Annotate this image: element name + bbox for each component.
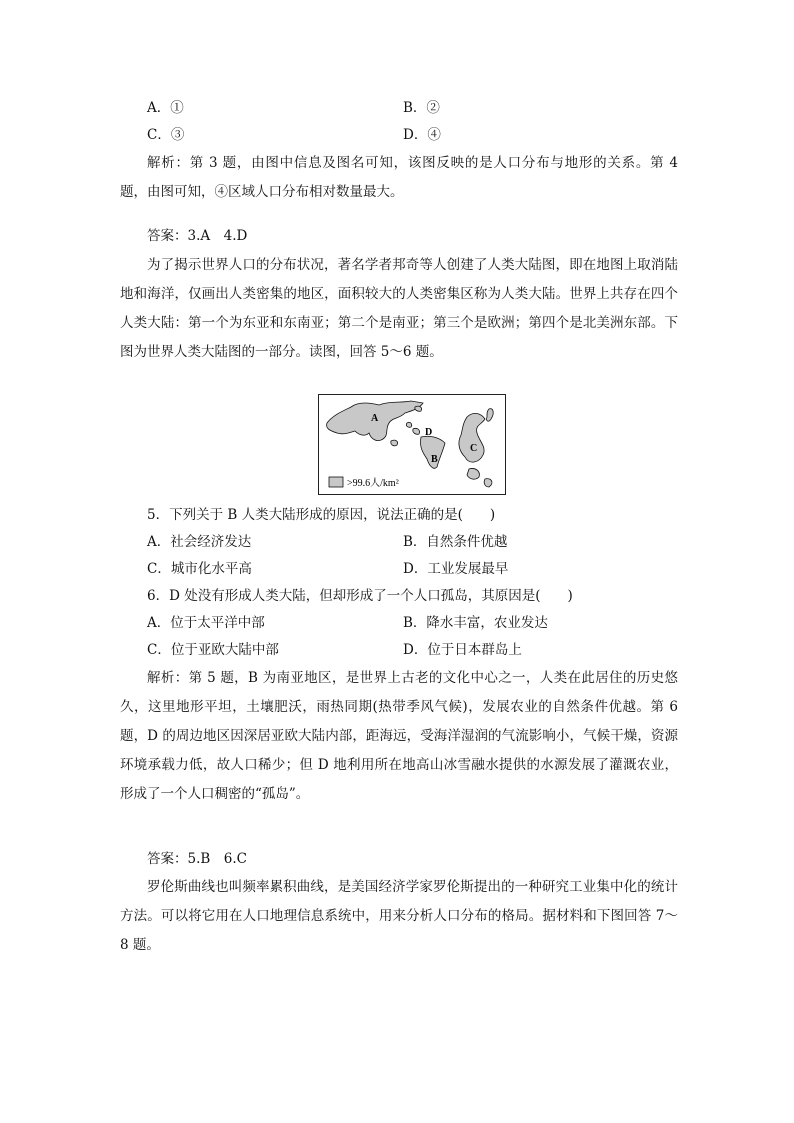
answer-q5-q6: 答案：5.B 6.C	[147, 851, 248, 867]
region-small-2	[406, 422, 411, 427]
map-label-c: C	[470, 443, 478, 454]
legend-swatch	[329, 477, 343, 487]
q6-option-c: C．位于亚欧大陆中部	[147, 642, 279, 658]
map-label-a: A	[371, 413, 379, 424]
region-islands-se	[484, 479, 492, 487]
map-label-b: B	[431, 454, 438, 465]
option-c: C．③	[147, 127, 185, 143]
q6-option-a: A．位于太平洋中部	[147, 615, 265, 631]
option-b: B．②	[403, 100, 440, 116]
human-continent-map	[318, 394, 506, 495]
region-japan	[486, 409, 493, 422]
region-a-islands	[415, 406, 422, 411]
passage-lorenz-curve: 罗伦斯曲线也叫频率累积曲线，是美国经济学家罗伦斯提出的一种研究工业集中化的统计方法。可以将它用在人口地理信息系统中，用来分析人口分布的格局。据材料和下图回答 7～8 题。	[120, 879, 678, 953]
region-c	[459, 413, 485, 462]
region-southeast	[467, 468, 479, 479]
q5-option-c: C．城市化水平高	[147, 561, 252, 577]
population-regions	[327, 401, 494, 487]
analysis-q3-q4: 解析：第 3 题，由图中信息及图名可知，该图反映的是人口分布与地形的关系。第 4 题，由图可知，④区域人口分布相对数量最大。	[120, 155, 678, 200]
option-d: D．④	[403, 127, 441, 143]
map-graphic	[319, 395, 505, 494]
question-6-stem: 6．D 处没有形成人类大陆，但却形成了一个人口孤岛，其原因是( )	[147, 588, 573, 604]
q5-option-a: A．社会经济发达	[147, 534, 252, 550]
passage-human-continents: 为了揭示世界人口的分布状况，著名学者邦奇等人创建了人类大陆图，即在地图上取消陆地和海洋，仅画出人类密集的地区，面积较大的人类密集区称为人类大陆。世界上共存在四个人类大陆：第一个为东亚和东南亚；第二个是南亚；第三个是欧洲；第四个是北美洲东部。下图为世界人类大陆图的一部分。读图，回答 5～6 题。	[120, 257, 678, 360]
q5-option-b: B．自然条件优越	[403, 534, 508, 550]
map-label-d: D	[425, 427, 433, 438]
question-5-stem: 5．下列关于 B 人类大陆形成的原因，说法正确的是( )	[147, 507, 496, 523]
answer-q3-q4: 答案：3.A 4.D	[147, 228, 248, 244]
analysis-q5-q6: 解析：第 5 题，B 为南亚地区，是世界上古老的文化中心之一，人类在此居住的历史悠久，这里地形平坦，土壤肥沃，雨热同期(热带季风气候)，发展农业的自然条件优越。第 6 题，D 的周边地区因深居亚欧大陆内部，距海远，受海洋湿润的气流影响小，气候干燥，资源环境承载力低，故人口稀少；但 D 地利用所在地高山冰雪融水提供的水源发展了灌溉农业，形成了一个人口稠密的“孤岛”。	[120, 670, 678, 802]
legend-text: >99.6人/km²	[347, 478, 399, 489]
option-a: A．①	[147, 100, 184, 116]
region-d-patch	[413, 428, 420, 434]
q6-option-d: D．位于日本群岛上	[403, 642, 522, 658]
q6-option-b: B．降水丰富，农业发达	[403, 615, 548, 631]
q5-option-d: D．工业发展最早	[403, 561, 509, 577]
region-small-1	[391, 440, 398, 446]
